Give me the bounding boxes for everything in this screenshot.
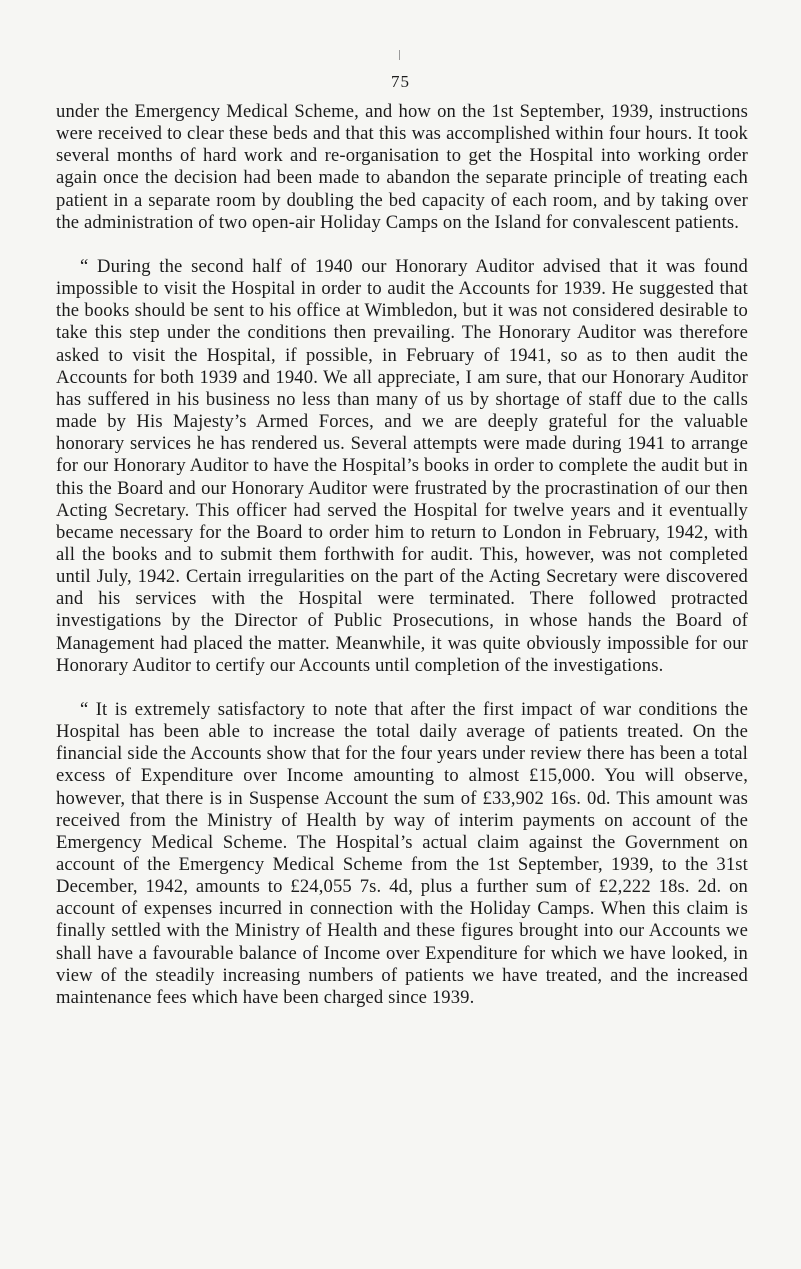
paragraph-honorary-auditor: “ During the second half of 1940 our Honorary Auditor advised that it was found impossible to visit the Hospital in order to audit the Accounts for 1939. He suggested that the books should be sent to his office at Wimbledon, but it was not considered desirable to take this step under the conditions then prevailing. The Honorary Auditor was therefore asked to visit the Hospital, if possible, in February of 1941, so as to then audit the Accounts for both 1939 and 1940. We all appreciate, I am sure, that our Honorary Auditor has suffered in his business no less than many of us by shortage of staff due to the calls made by His Majesty’s Armed Forces, and we are deeply grateful for the valuable honorary services he has rendered us. Several attempts were made during 1941 to arrange for our Honorary Auditor to have the Hospital’s books in order to complete the audit but in this the Board and our Honorary Auditor were frustrated by the procrastination of our then Acting Secretary. This officer had served the Hospital for twelve years and it eventually became necessary for the Board to order him to return to London in February, 1942, with all the books and to submit them forthwith for audit. This, however, was not completed until July, 1942. Certain irregularities on the part of the Acting Secretary were discovered and his services with the Hospital were terminated. There followed protracted investigations by the Director of Public Prosecutions, in whose hands the Board of Management had placed the matter. Meanwhile, it was quite obviously impossible for our Honorary Auditor to certify our Accounts until completion of the investigations. <box>56 255 748 676</box>
scan-mark <box>399 50 400 60</box>
page-number: 75 <box>391 72 410 91</box>
paragraph-financial-statement: “ It is extremely satisfactory to note that after the first impact of war conditions the Hospital has been able to increase the total daily average of patients treated. On the financial side the Accounts show that for the four years under review there has been a total excess of Expenditure over Income amounting to almost £15,000. You will observe, however, that there is in Suspense Account the sum of £33,902 16s. 0d. This amount was received from the Ministry of Health by way of interim payments on account of the Emergency Medical Scheme. The Hospital’s actual claim against the Government on account of the Emergency Medical Scheme from the 1st September, 1939, to the 31st December, 1942, amounts to £24,055 7s. 4d, plus a further sum of £2,222 18s. 2d. on account of expenses incurred in connection with the Holiday Camps. When this claim is finally settled with the Ministry of Health and these figures brought into our Accounts we shall have a favourable balance of Income over Expenditure for which we have looked, in view of the steadily increasing numbers of patients we have treated, and the increased maintenance fees which have been charged since 1939. <box>56 698 748 1008</box>
paragraph-emergency-scheme: under the Emergency Medical Scheme, and how on the 1st September, 1939, instructions were received to clear these beds and that this was accomplished within four hours. It took several months of hard work and re-organisation to get the Hospital into working order again once the decision had been made to abandon the separate principle of treating each patient in a separate room by doubling the bed capacity of each room, and by taking over the administration of two open-air Holiday Camps on the Island for convalescent patients. <box>56 101 748 233</box>
body-text <box>56 101 748 1009</box>
